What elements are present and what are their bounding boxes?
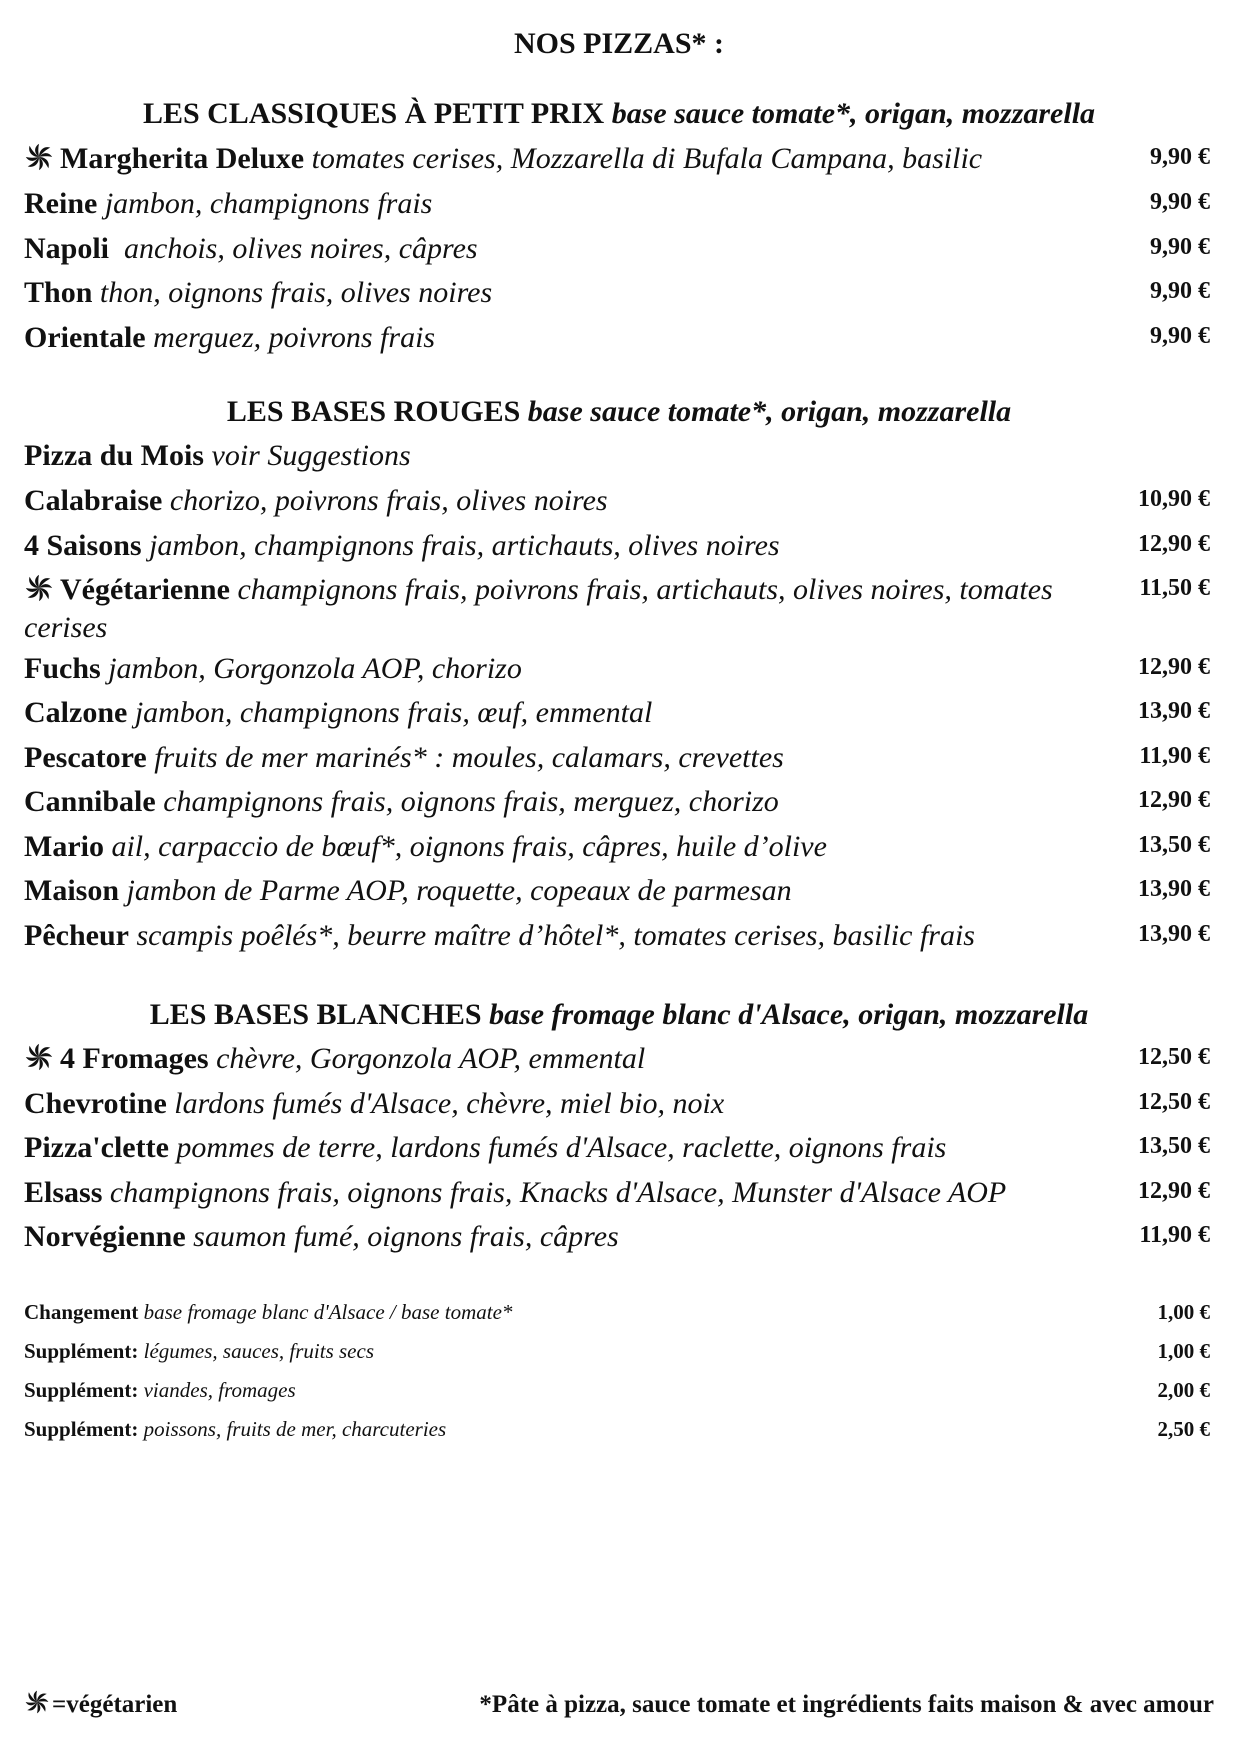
item-price: 12,50 € — [1138, 1044, 1210, 1070]
menu-item — [24, 482, 1210, 520]
item-price: 10,90 € — [1138, 486, 1210, 512]
extra-desc: base fromage blanc d'Alsace / base tomate* — [143, 1300, 513, 1324]
item-price: 12,90 € — [1138, 787, 1210, 813]
extra-desc: poissons, fruits de mer, charcuteries — [143, 1417, 447, 1441]
item-price: 13,90 € — [1138, 876, 1210, 902]
item-price: 13,50 € — [1138, 832, 1210, 858]
item-ingredients: saumon fumé, oignons frais, câpres — [193, 1220, 619, 1253]
item-name: Maison — [24, 874, 120, 907]
menu-item — [24, 230, 1210, 268]
menu-item — [24, 185, 1210, 223]
menu-item — [24, 571, 1210, 647]
extra-price: 2,50 € — [1157, 1417, 1210, 1441]
item-name: Reine — [24, 187, 98, 220]
item-name: Végétarienne — [60, 573, 230, 606]
vegetarian-legend — [24, 1688, 177, 1722]
section-base: base fromage blanc d'Alsace, origan, mozzarella — [489, 998, 1089, 1031]
item-ingredients: voir Suggestions — [211, 439, 411, 472]
item-name: Chevrotine — [24, 1087, 167, 1120]
swirl-icon — [24, 573, 54, 603]
item-name: 4 Fromages — [60, 1042, 209, 1075]
item-ingredients: scampis poêlés*, beurre maître d’hôtel*, tomates cerises, basilic frais — [136, 919, 975, 952]
swirl-icon — [24, 142, 54, 172]
extra-row — [24, 1375, 1210, 1405]
item-ingredients: champignons frais, oignons frais, merguez, chorizo — [163, 785, 779, 818]
item-price: 9,90 € — [1150, 234, 1210, 260]
item-name: Mario — [24, 830, 104, 863]
item-price: 11,90 € — [1139, 1222, 1210, 1248]
extra-name: Supplément: — [24, 1417, 139, 1441]
item-price: 11,50 € — [1139, 575, 1210, 601]
section-base: base sauce tomate*, origan, mozzarella — [527, 395, 1012, 428]
item-name: Elsass — [24, 1176, 103, 1209]
item-name: Thon — [24, 276, 93, 309]
item-ingredients: lardons fumés d'Alsace, chèvre, miel bio, noix — [174, 1087, 725, 1120]
extra-price: 1,00 € — [1157, 1300, 1210, 1324]
item-name: Pêcheur — [24, 919, 129, 952]
extra-row — [24, 1336, 1210, 1366]
extra-name: Supplément: — [24, 1378, 139, 1402]
swirl-icon — [24, 1042, 54, 1072]
item-price: 12,90 € — [1138, 1178, 1210, 1204]
item-price: 13,90 € — [1138, 921, 1210, 947]
menu-item — [24, 140, 1210, 178]
section-title: LES BASES ROUGES — [226, 395, 521, 428]
item-price: 12,90 € — [1138, 654, 1210, 680]
item-ingredients: chèvre, Gorgonzola AOP, emmental — [216, 1042, 646, 1075]
item-ingredients: ail, carpaccio de bœuf*, oignons frais, câpres, huile d’olive — [111, 830, 827, 863]
item-name: Norvégienne — [24, 1220, 186, 1253]
item-ingredients: chorizo, poivrons frais, olives noires — [169, 484, 608, 517]
menu-item — [24, 1174, 1210, 1212]
item-price: 9,90 € — [1150, 278, 1210, 304]
section-heading-rouges — [24, 392, 1214, 432]
item-ingredients: jambon, champignons frais — [104, 187, 433, 220]
item-price: 9,90 € — [1150, 189, 1210, 215]
item-price: 9,90 € — [1150, 144, 1210, 170]
item-ingredients: jambon, champignons frais, œuf, emmental — [134, 696, 653, 729]
item-name: Orientale — [24, 321, 146, 354]
menu-item — [24, 1218, 1210, 1256]
item-ingredients: tomates cerises, Mozzarella di Bufala Campana, basilic — [311, 142, 983, 175]
item-name: Napoli — [24, 232, 110, 265]
menu-item — [24, 437, 1210, 475]
extra-row — [24, 1297, 1210, 1327]
item-price: 13,90 € — [1138, 698, 1210, 724]
item-price: 11,90 € — [1139, 743, 1210, 769]
item-ingredients: jambon de Parme AOP, roquette, copeaux de parmesan — [126, 874, 792, 907]
extra-row — [24, 1414, 1210, 1444]
item-name: Fuchs — [24, 652, 101, 685]
section-title: LES CLASSIQUES À PETIT PRIX — [142, 97, 605, 130]
menu-item — [24, 319, 1210, 357]
item-ingredients: merguez, poivrons frais — [153, 321, 436, 354]
section-title: LES BASES BLANCHES — [149, 998, 482, 1031]
extra-desc: légumes, sauces, fruits secs — [143, 1339, 374, 1363]
menu-item — [24, 783, 1210, 821]
item-name: Calzone — [24, 696, 128, 729]
menu-item — [24, 917, 1210, 955]
item-name: Calabraise — [24, 484, 163, 517]
menu-item — [24, 1129, 1210, 1167]
item-name: 4 Saisons — [24, 529, 142, 562]
item-price: 12,50 € — [1138, 1089, 1210, 1115]
menu-item — [24, 739, 1210, 777]
extra-price: 2,00 € — [1157, 1378, 1210, 1402]
item-ingredients: anchois, olives noires, câpres — [124, 232, 478, 265]
item-name: Pizza'clette — [24, 1131, 169, 1164]
item-price: 9,90 € — [1150, 323, 1210, 349]
page-title: NOS PIZZAS* : — [513, 27, 725, 60]
extra-price: 1,00 € — [1157, 1339, 1210, 1363]
menu-item — [24, 650, 1210, 688]
item-ingredients: thon, oignons frais, olives noires — [99, 276, 493, 309]
menu-item — [24, 828, 1210, 866]
menu-item — [24, 1085, 1210, 1123]
section-heading-classiques — [24, 94, 1214, 134]
item-ingredients: champignons frais, poivrons frais, artichauts, olives noires, tomates cerises — [24, 573, 1053, 644]
item-price: 12,90 € — [1138, 531, 1210, 557]
section-heading-blanches — [24, 995, 1214, 1035]
item-name: Margherita Deluxe — [60, 142, 305, 175]
menu-item — [24, 694, 1210, 732]
item-name: Cannibale — [24, 785, 156, 818]
footer-note: *Pâte à pizza, sauce tomate et ingrédients faits maison & avec amour — [479, 1691, 1214, 1718]
section-base: base sauce tomate*, origan, mozzarella — [611, 97, 1096, 130]
item-ingredients: jambon, Gorgonzola AOP, chorizo — [108, 652, 522, 685]
extra-name: Changement — [24, 1300, 139, 1324]
menu-item — [24, 274, 1210, 312]
extra-name: Supplément: — [24, 1339, 139, 1363]
item-ingredients: fruits de mer marinés* : moules, calamars, crevettes — [154, 741, 784, 774]
swirl-icon — [24, 1689, 50, 1715]
extra-desc: viandes, fromages — [143, 1378, 296, 1402]
item-name: Pizza du Mois — [24, 439, 204, 472]
item-ingredients: pommes de terre, lardons fumés d'Alsace, raclette, oignons frais — [176, 1131, 947, 1164]
legend-text: =végétarien — [52, 1691, 178, 1718]
item-ingredients: champignons frais, oignons frais, Knacks d'Alsace, Munster d'Alsace AOP — [109, 1176, 1007, 1209]
item-price: 13,50 € — [1138, 1133, 1210, 1159]
item-ingredients: jambon, champignons frais, artichauts, olives noires — [149, 529, 780, 562]
item-name: Pescatore — [24, 741, 147, 774]
menu-item — [24, 1040, 1210, 1078]
menu-item — [24, 527, 1210, 565]
menu-item — [24, 872, 1210, 910]
